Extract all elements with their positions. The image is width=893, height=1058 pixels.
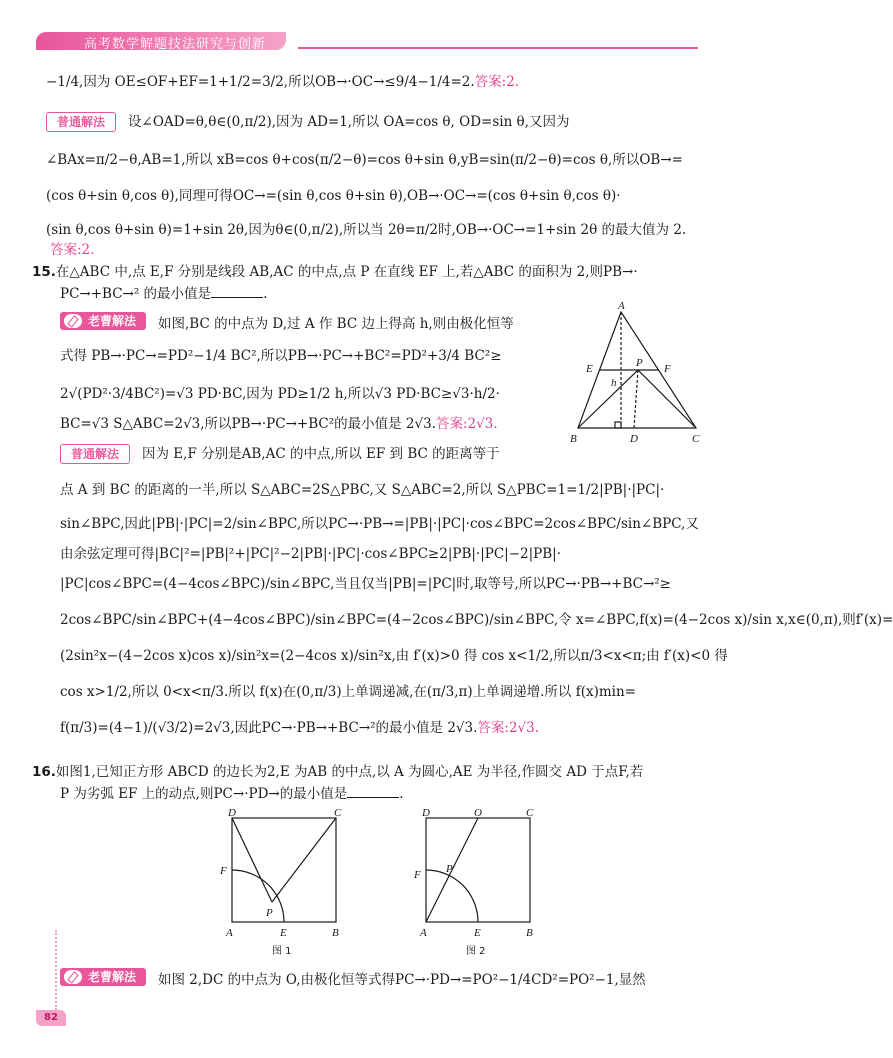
label-b: B	[332, 927, 339, 939]
text-line: 点 A 到 BC 的距离的一半,所以 S△ABC=2S△PBC,又 S△ABC=2,所以 S△PBC=1=1/2|PB|·|PC|·	[60, 482, 665, 498]
header-rule	[298, 47, 698, 49]
text-line: 老曹解法 如图,BC 的中点为 D,过 A 作 BC 边上得高 h,则由极化恒等	[60, 312, 514, 334]
text-line: 普通解法 设∠OAD=θ,θ∈(0,π/2),因为 AD=1,所以 OA=cos θ, OD=sin θ,又因为	[46, 112, 569, 132]
label-c: C	[526, 807, 534, 819]
label-d: D	[630, 433, 638, 445]
margin-dots	[55, 930, 57, 1010]
text-line: 普通解法 因为 E,F 分别是AB,AC 的中点,所以 EF 到 BC 的距离等于	[60, 444, 500, 464]
putong-tag: 普通解法	[60, 444, 130, 464]
label-h: h	[611, 377, 617, 389]
page-number: 82	[36, 1010, 66, 1026]
square-abcd	[232, 818, 336, 922]
figure-2-caption: 图 2	[466, 946, 486, 957]
answer: 答案:2.	[474, 74, 520, 90]
label-e: E	[474, 927, 481, 939]
label-d: D	[228, 807, 236, 819]
text-line: |PC|cos∠BPC=(4−4cos∠BPC)/sin∠BPC,当且仅当|PB|=|PC|时,取等号,所以PC→·PB→+BC→²≥	[60, 576, 671, 592]
laocao-tag: 老曹解法	[60, 312, 146, 330]
text-line: f(π/3)=(4−1)/(√3/2)=2√3,因此PC→·PB→+BC→²的最小值是 2√3.答案:2√3.	[60, 720, 540, 736]
text-line: (sin θ,cos θ+sin θ)=1+sin 2θ,因为θ∈(0,π/2),所以当 2θ=π/2时,OB→·OC→=1+sin 2θ 的最大值为 2.	[46, 222, 687, 238]
text-line: 2√(PD²·3/4BC²)=√3 PD·BC,因为 PD≥1/2 h,所以√3 PD·BC≥√3·h/2·	[60, 386, 500, 402]
answer: 答案:2.	[50, 242, 95, 258]
triangle-figure	[566, 300, 716, 450]
figure-1-caption: 图 1	[272, 946, 292, 957]
label-b: B	[526, 927, 533, 939]
text-line: 2cos∠BPC/sin∠BPC+(4−4cos∠BPC)/sin∠BPC=(4−2cos∠BPC)/sin∠BPC,令 x=∠BPC,f(x)=(4−2cos x)/sin x,x∈(0,π),则f′(x)=	[60, 612, 893, 628]
text-line: (2sin²x−(4−2cos x)cos x)/sin²x=(2−4cos x)/sin²x,由 f′(x)>0 得 cos x<1/2,所以π/3<x<π;由 f′(x)<0 得	[60, 648, 728, 664]
text-line: (cos θ+sin θ,cos θ),同理可得OC→=(sin θ,cos θ+sin θ),OB→·OC→=(cos θ+sin θ,cos θ)·	[46, 188, 621, 204]
arc-ef	[426, 870, 478, 922]
label-f: F	[664, 363, 671, 375]
label-d: D	[422, 807, 430, 819]
header-title: 高考数学解题技法研究与创新	[84, 37, 267, 52]
segment-pb	[578, 370, 638, 428]
label-f: F	[220, 865, 227, 877]
text-line: −1/4,因为 OE≤OF+EF=1+1/2=3/2,所以OB→·OC→≤9/4−1/4=2.答案:2.	[46, 74, 520, 90]
text-line: sin∠BPC,因此|PB|·|PC|=2/sin∠BPC,所以PC→·PB→=|PB|·|PC|·cos∠BPC=2cos∠BPC/sin∠BPC,又	[60, 516, 699, 532]
answer: 答案:2√3.	[435, 416, 498, 432]
right-angle-mark	[615, 422, 621, 428]
text-line: ∠BAx=π/2−θ,AB=1,所以 xB=cos θ+cos(π/2−θ)=cos θ+sin θ,yB=sin(π/2−θ)=cos θ,所以OB→=	[46, 152, 683, 168]
answer: 答案:2√3.	[477, 720, 540, 736]
text-line: 由余弦定理可得|BC|²=|PB|²+|PC|²−2|PB|·|PC|·cos∠BPC≥2|PB|·|PC|−2|PB|·	[60, 546, 562, 562]
square-abcd	[426, 818, 530, 922]
answer-blank	[211, 284, 263, 298]
label-c: C	[692, 433, 700, 445]
pen-icon	[64, 314, 82, 328]
label-p: P	[446, 863, 453, 875]
segment-pc	[638, 370, 696, 428]
label-e: E	[586, 363, 593, 375]
segment-pd	[634, 370, 638, 428]
label-p: P	[636, 357, 643, 369]
question-15: 15.在△ABC 中,点 E,F 分别是线段 AB,AC 的中点,点 P 在直线 EF 上,若△ABC 的面积为 2,则PB→·	[32, 264, 638, 280]
pen-icon	[64, 970, 82, 984]
label-e: E	[280, 927, 287, 939]
putong-tag: 普通解法	[46, 112, 116, 132]
text-line: 老曹解法 如图 2,DC 的中点为 O,由极化恒等式得PC→·PD→=PO²−1/4CD²=PO²−1,显然	[60, 968, 646, 990]
text-line: cos x>1/2,所以 0<x<π/3.所以 f(x)在(0,π/3)上单调递减,在(π/3,π)上单调递增.所以 f(x)min=	[60, 684, 636, 700]
label-f: F	[414, 869, 421, 881]
page-header	[36, 26, 696, 50]
segment-pc	[272, 818, 336, 902]
label-a: A	[226, 927, 233, 939]
label-b: B	[570, 433, 577, 445]
answer-blank	[347, 784, 399, 798]
question-16: 16.如图1,已知正方形 ABCD 的边长为2,E 为AB 的中点,以 A 为圆心,AE 为半径,作圆交 AD 于点F,若	[32, 764, 644, 780]
text-line: PC→+BC→² 的最小值是 .	[60, 286, 268, 302]
label-a: A	[420, 927, 427, 939]
segment-pd	[232, 818, 272, 902]
label-c: C	[334, 807, 342, 819]
figure-2	[412, 807, 552, 960]
text-line: P 为劣弧 EF 上的动点,则PC→·PD→的最小值是 .	[60, 786, 404, 802]
label-o: O	[474, 807, 482, 819]
text-line: 式得 PB→·PC→=PD²−1/4 BC²,所以PB→·PC→+BC²=PD²+3/4 BC²≥	[60, 348, 502, 364]
figure-1	[218, 807, 358, 960]
label-p: P	[266, 907, 273, 919]
text-line: BC=√3 S△ABC=2√3,所以PB→·PC→+BC²的最小值是 2√3.答案:2√3.	[60, 416, 498, 432]
label-a: A	[618, 300, 625, 312]
laocao-tag: 老曹解法	[60, 968, 146, 986]
